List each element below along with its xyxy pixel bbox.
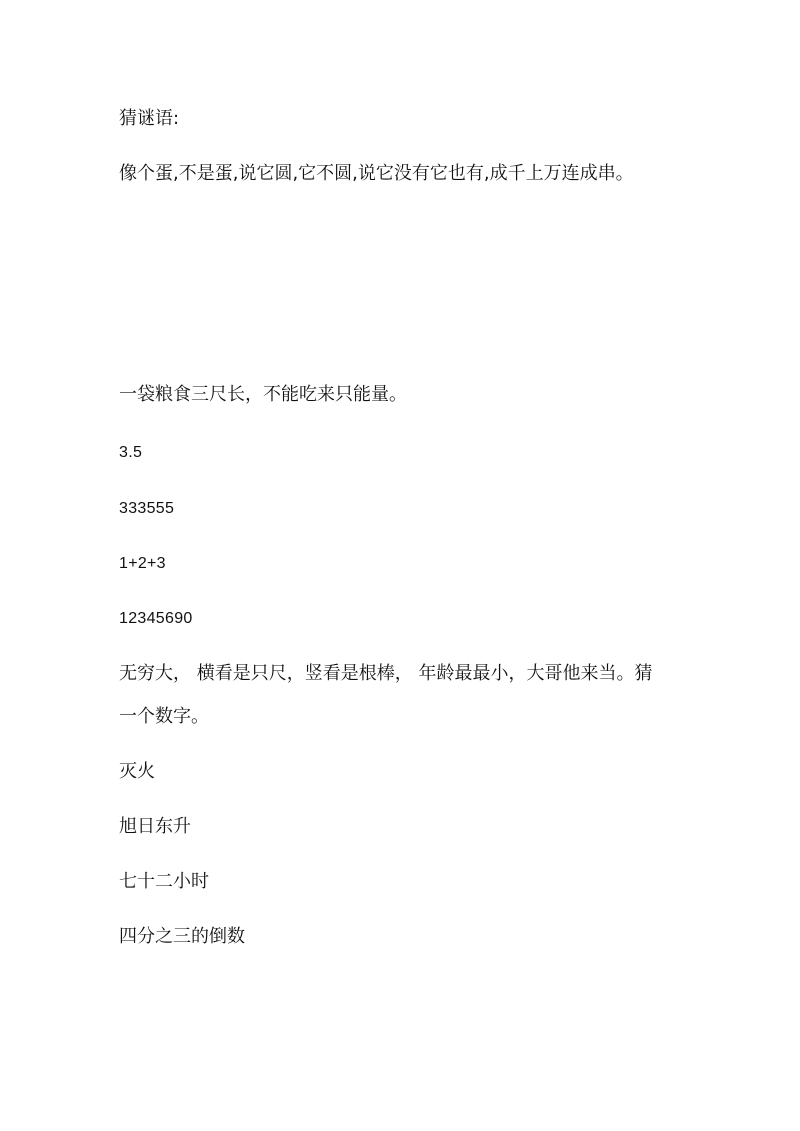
riddle-text-2: 一袋粮食三尺长，不能吃来只能量。 xyxy=(119,384,407,405)
answer-line: 七十二小时 xyxy=(119,871,209,892)
riddle-heading: 猜谜语: xyxy=(119,108,180,129)
answer-line: 1+2+3 xyxy=(119,555,166,572)
answer-line: 333555 xyxy=(119,500,175,517)
answer-line: 灭火 xyxy=(119,761,155,782)
riddle-text-3-line-2: 一个数字。 xyxy=(119,706,209,727)
riddle-text-3-line-1: 无穷大， 横看是只尺，竖看是根棒， 年龄最最小，大哥他来当。猜 xyxy=(119,663,653,684)
answer-line: 12345690 xyxy=(119,610,193,627)
riddle-text-1: 像个蛋,不是蛋,说它圆,它不圆,说它没有它也有,成千上万连成串。 xyxy=(119,163,634,184)
answer-line: 3.5 xyxy=(119,444,143,461)
answer-line: 四分之三的倒数 xyxy=(119,926,245,947)
answer-line: 旭日东升 xyxy=(119,816,191,837)
